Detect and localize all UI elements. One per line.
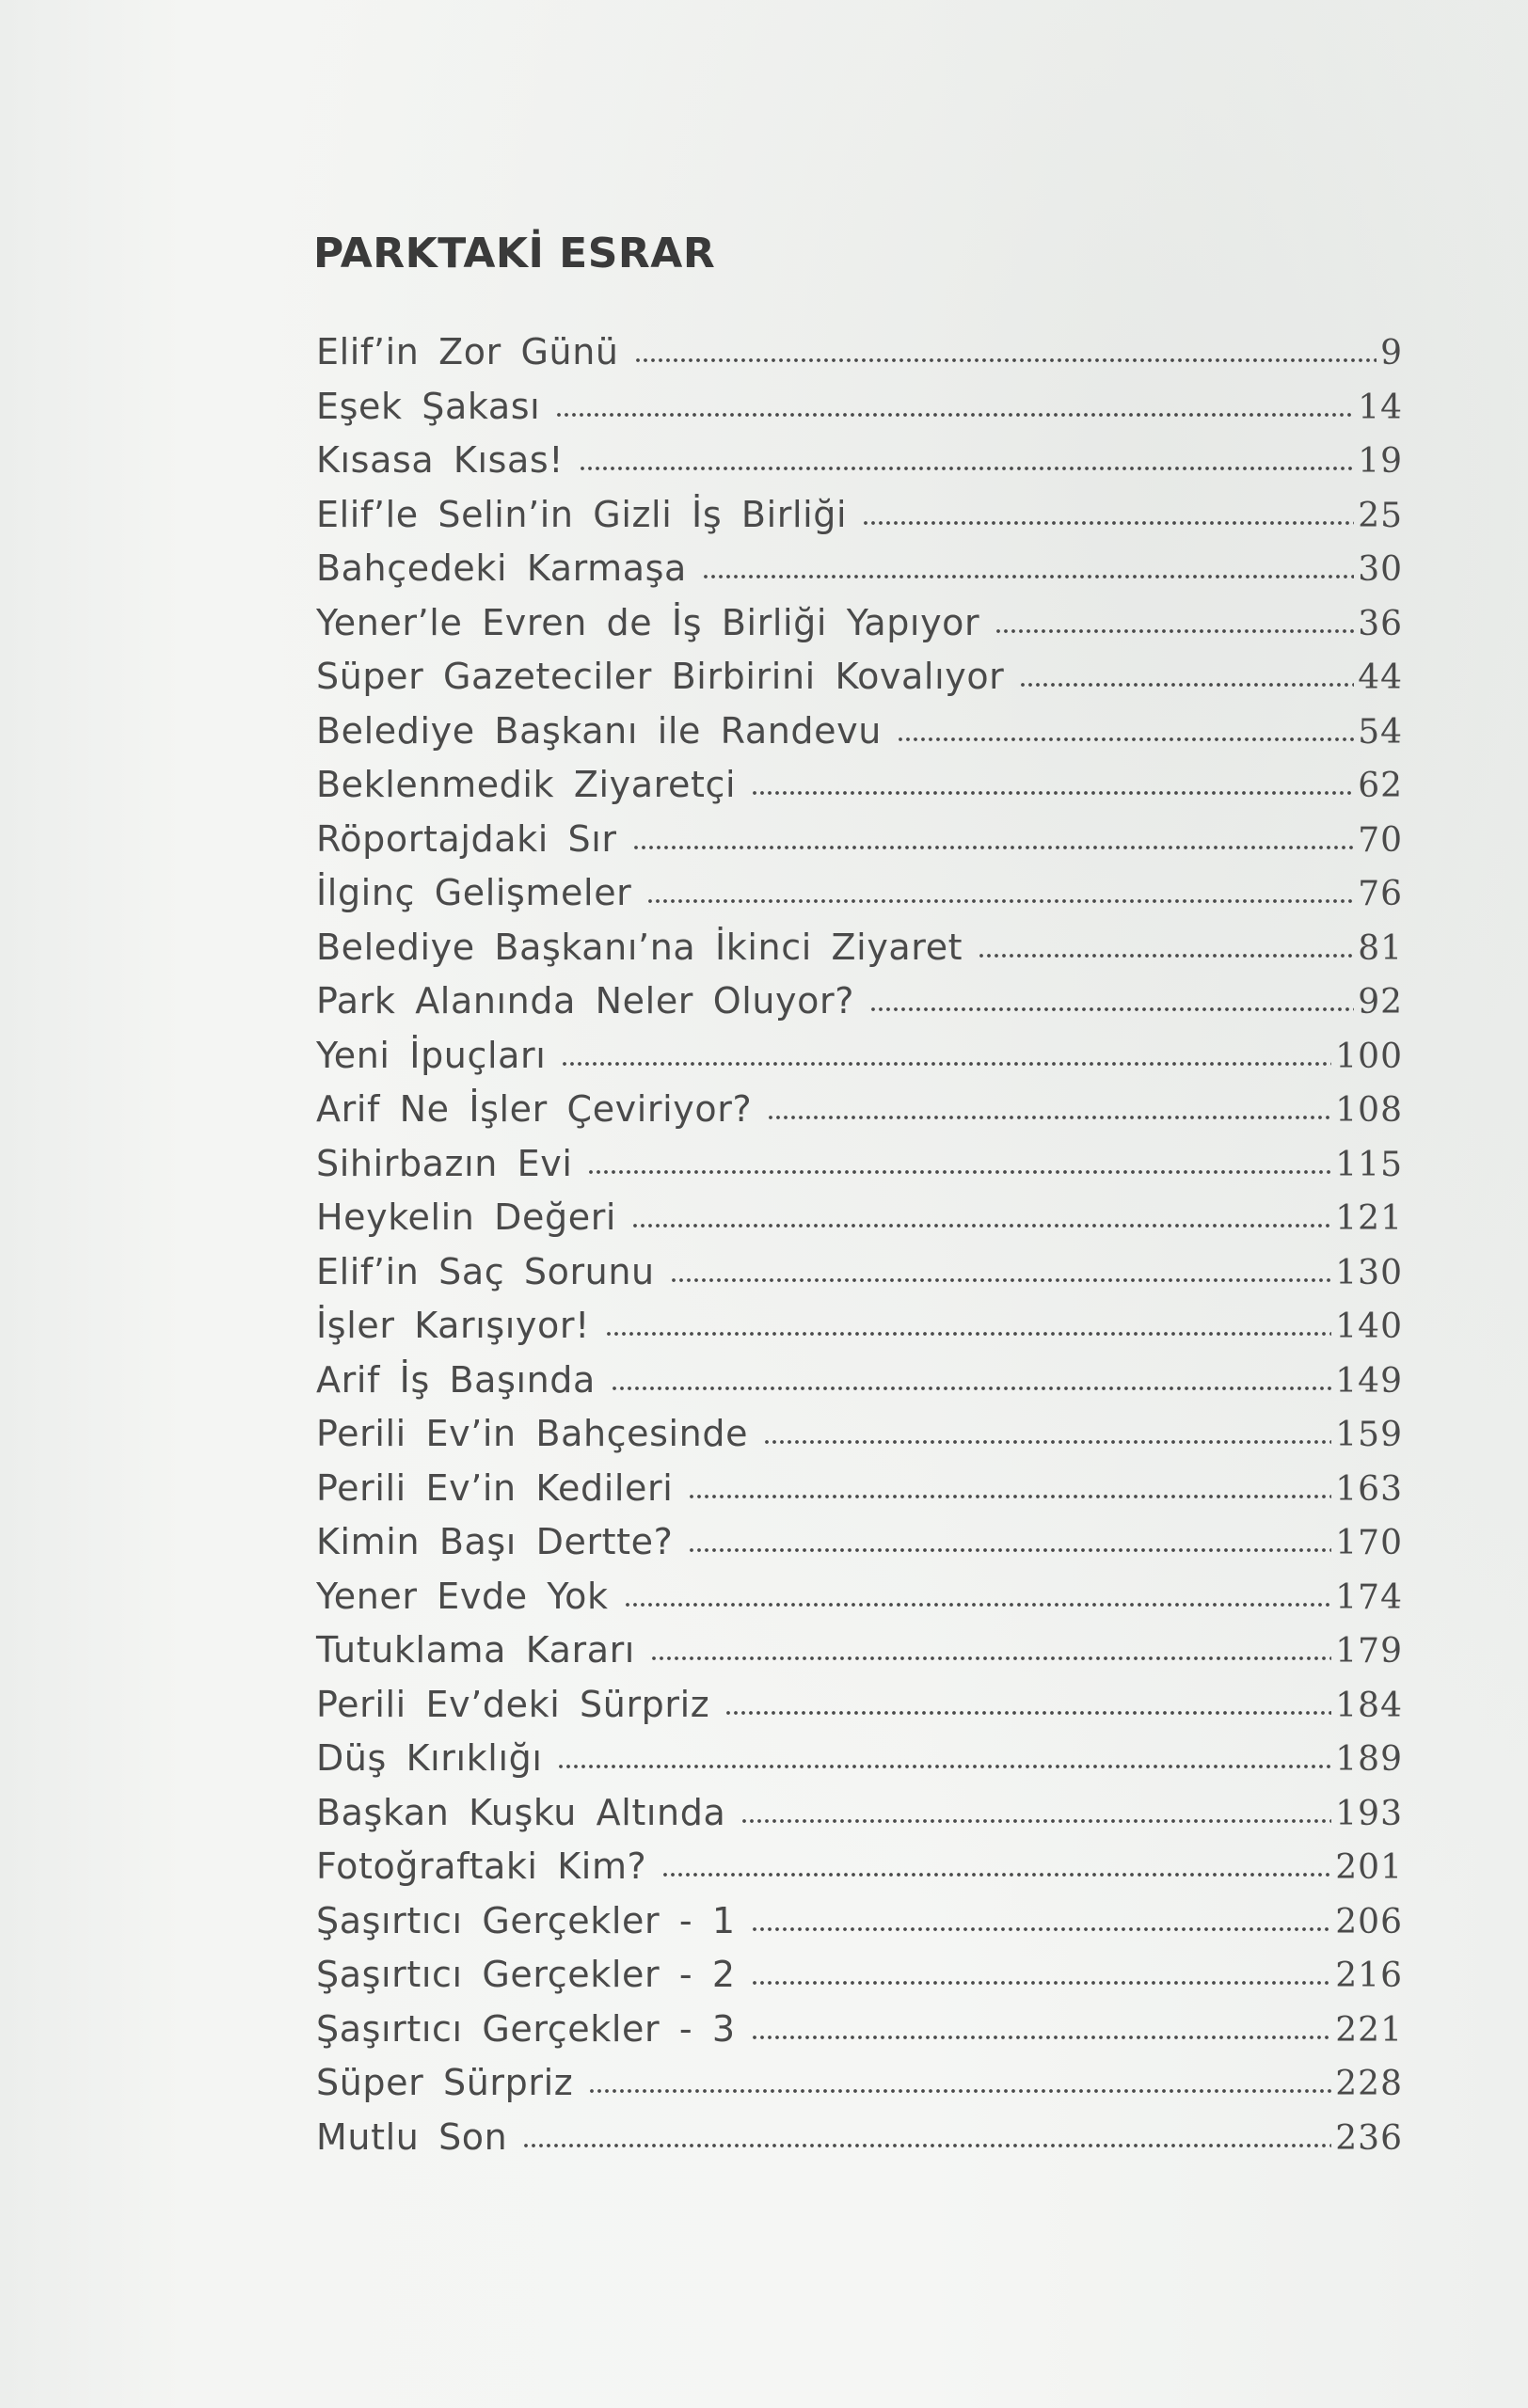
toc-entry-title: Kısasa Kısas! xyxy=(316,439,565,481)
toc-entry-title: Elif’le Selin’in Gizli İş Birliği xyxy=(316,493,848,535)
toc-entry-page-number: 163 xyxy=(1335,1469,1403,1509)
toc-entry-page-number: 184 xyxy=(1335,1686,1403,1725)
toc-entry-title: Perili Ev’in Kedileri xyxy=(316,1466,674,1509)
toc-entry-title: Süper Sürpriz xyxy=(316,2062,574,2103)
toc-entry-page-number: 70 xyxy=(1358,820,1403,860)
dot-leader xyxy=(557,1763,1331,1770)
toc-entry-title: Elif’in Zor Günü xyxy=(316,331,619,372)
toc-entry-title: Belediye Başkanı’na İkinci Ziyaret xyxy=(316,926,963,968)
toc-entry-title: Yener Evde Yok xyxy=(316,1575,609,1617)
toc-entry-page-number: 19 xyxy=(1358,442,1403,481)
dot-leader xyxy=(978,952,1354,959)
toc-entry-title: Röportajdaki Sır xyxy=(316,817,617,860)
toc-entry-page-number: 216 xyxy=(1335,1956,1403,1995)
toc-entry-title: Elif’in Saç Sorunu xyxy=(316,1250,655,1292)
toc-entry xyxy=(316,980,1403,1035)
dot-leader xyxy=(670,1276,1332,1284)
toc-entry-title: Eşek Şakası xyxy=(316,385,541,427)
toc-entry-title: Tutuklama Kararı xyxy=(316,1629,635,1671)
dot-leader xyxy=(763,1438,1331,1446)
toc-entry xyxy=(316,1629,1403,1684)
toc-entry xyxy=(316,818,1403,873)
dot-leader xyxy=(751,1979,1332,1987)
toc-entry-title: Heykelin Değeri xyxy=(316,1196,617,1238)
dot-leader xyxy=(995,627,1354,635)
toc-entry xyxy=(316,494,1403,548)
dot-leader xyxy=(740,1817,1331,1825)
toc-entry xyxy=(316,439,1403,494)
toc-entry xyxy=(316,1467,1403,1522)
toc-entry-page-number: 36 xyxy=(1358,604,1403,643)
toc-entry-page-number: 130 xyxy=(1335,1253,1403,1292)
toc-entry xyxy=(316,1900,1403,1955)
dot-leader xyxy=(561,1060,1331,1068)
toc-entry-page-number: 174 xyxy=(1335,1577,1403,1617)
toc-entry xyxy=(316,1792,1403,1846)
dot-leader xyxy=(869,1006,1354,1013)
toc-entry-page-number: 179 xyxy=(1335,1632,1403,1671)
dot-leader xyxy=(688,1546,1331,1554)
toc-entry xyxy=(316,547,1403,602)
toc-entry-title: Şaşırtıcı Gerçekler - 1 xyxy=(316,1899,736,1941)
toc-entry-page-number: 159 xyxy=(1335,1416,1403,1454)
dot-leader xyxy=(751,1925,1332,1933)
toc-entry xyxy=(316,764,1403,818)
toc-entry-page-number: 25 xyxy=(1358,496,1403,535)
toc-entry-page-number: 170 xyxy=(1335,1524,1403,1562)
dot-leader xyxy=(624,1601,1332,1608)
toc-entry-title: Perili Ev’in Bahçesinde xyxy=(316,1413,749,1454)
toc-entry xyxy=(316,1088,1403,1143)
dot-leader xyxy=(587,1168,1331,1176)
toc-entry-page-number: 236 xyxy=(1335,2118,1403,2158)
toc-entry xyxy=(316,2008,1403,2063)
toc-entry xyxy=(316,2062,1403,2116)
toc-entry-page-number: 108 xyxy=(1335,1091,1403,1130)
toc-entry-page-number: 14 xyxy=(1358,388,1403,427)
toc-entry-page-number: 9 xyxy=(1380,334,1403,372)
toc-entry-page-number: 193 xyxy=(1335,1794,1403,1833)
toc-entry xyxy=(316,1576,1403,1630)
table-of-contents xyxy=(316,331,1403,2170)
dot-leader xyxy=(605,1330,1331,1338)
toc-entry xyxy=(316,1251,1403,1306)
toc-entry-title: Belediye Başkanı ile Randevu xyxy=(316,709,882,752)
toc-entry xyxy=(316,1737,1403,1792)
toc-entry-title: Park Alanında Neler Oluyor? xyxy=(316,980,854,1022)
dot-leader xyxy=(522,2142,1331,2149)
toc-entry-page-number: 76 xyxy=(1358,875,1403,913)
toc-entry-title: Süper Gazeteciler Birbirini Kovalıyor xyxy=(316,656,1005,697)
dot-leader xyxy=(634,356,1377,364)
dot-leader xyxy=(702,573,1354,580)
toc-entry-page-number: 54 xyxy=(1358,712,1403,752)
toc-entry-page-number: 44 xyxy=(1358,658,1403,697)
page-title: PARKTAKİ ESRAR xyxy=(313,230,716,277)
dot-leader xyxy=(588,2087,1331,2095)
dot-leader xyxy=(646,897,1354,905)
toc-entry xyxy=(316,1196,1403,1251)
toc-entry-title: Şaşırtıcı Gerçekler - 2 xyxy=(316,1954,736,1995)
dot-leader xyxy=(751,2034,1332,2041)
toc-entry xyxy=(316,1954,1403,2008)
toc-entry-title: Yeni İpuçları xyxy=(316,1034,547,1076)
toc-entry-page-number: 206 xyxy=(1335,1902,1403,1941)
toc-entry xyxy=(316,2116,1403,2171)
dot-leader xyxy=(555,411,1354,419)
toc-entry-page-number: 81 xyxy=(1358,928,1403,968)
toc-entry-page-number: 221 xyxy=(1335,2010,1403,2050)
toc-entry-title: Düş Kırıklığı xyxy=(316,1737,543,1779)
toc-entry-title: Arif İş Başında xyxy=(316,1358,596,1401)
dot-leader xyxy=(751,789,1354,797)
toc-entry-page-number: 30 xyxy=(1358,550,1403,589)
dot-leader xyxy=(1019,681,1354,689)
dot-leader xyxy=(897,736,1354,743)
toc-entry xyxy=(316,927,1403,981)
toc-entry-title: Mutlu Son xyxy=(316,2115,508,2158)
toc-entry-title: Bahçedeki Karmaşa xyxy=(316,547,687,589)
toc-entry-title: Perili Ev’deki Sürpriz xyxy=(316,1683,710,1725)
toc-entry-title: Kimin Başı Dertte? xyxy=(316,1521,674,1562)
toc-entry-page-number: 140 xyxy=(1335,1307,1403,1346)
dot-leader xyxy=(650,1655,1331,1662)
toc-entry-page-number: 100 xyxy=(1335,1037,1403,1076)
toc-entry-page-number: 115 xyxy=(1335,1145,1403,1184)
dot-leader xyxy=(611,1385,1331,1392)
toc-entry xyxy=(316,1413,1403,1467)
toc-entry-title: Şaşırtıcı Gerçekler - 3 xyxy=(316,2007,736,2050)
toc-entry-title: Yener’le Evren de İş Birliği Yapıyor xyxy=(316,601,980,643)
toc-entry xyxy=(316,602,1403,657)
toc-entry xyxy=(316,656,1403,710)
toc-entry-page-number: 189 xyxy=(1335,1740,1403,1779)
toc-entry-page-number: 121 xyxy=(1335,1199,1403,1238)
dot-leader xyxy=(862,519,1354,527)
toc-entry xyxy=(316,872,1403,927)
toc-entry-title: İlginç Gelişmeler xyxy=(316,872,632,913)
toc-entry-page-number: 149 xyxy=(1335,1361,1403,1401)
toc-entry xyxy=(316,710,1403,765)
dot-leader xyxy=(632,844,1355,851)
dot-leader xyxy=(767,1114,1331,1121)
toc-entry-title: Başkan Kuşku Altında xyxy=(316,1791,726,1833)
toc-entry-page-number: 92 xyxy=(1358,983,1403,1022)
toc-entry-title: Sihirbazın Evi xyxy=(316,1142,573,1184)
toc-entry-title: İşler Karışıyor! xyxy=(316,1305,590,1346)
toc-entry-title: Beklenmedik Ziyaretçi xyxy=(316,764,737,805)
toc-entry-title: Arif Ne İşler Çeviriyor? xyxy=(316,1088,753,1130)
dot-leader xyxy=(579,465,1354,472)
toc-entry xyxy=(316,1305,1403,1359)
dot-leader xyxy=(631,1222,1331,1229)
toc-entry xyxy=(316,386,1403,440)
dot-leader xyxy=(688,1493,1331,1500)
toc-entry xyxy=(316,1143,1403,1197)
toc-entry xyxy=(316,1846,1403,1900)
toc-entry xyxy=(316,1359,1403,1414)
toc-entry-page-number: 201 xyxy=(1335,1848,1403,1887)
dot-leader xyxy=(661,1871,1331,1878)
toc-entry xyxy=(316,1035,1403,1089)
toc-entry-title: Fotoğraftaki Kim? xyxy=(316,1846,647,1887)
toc-entry-page-number: 228 xyxy=(1335,2065,1403,2103)
toc-entry-page-number: 62 xyxy=(1358,767,1403,805)
toc-entry xyxy=(316,1684,1403,1738)
dot-leader xyxy=(724,1709,1331,1717)
toc-entry xyxy=(316,331,1403,386)
toc-entry xyxy=(316,1521,1403,1576)
